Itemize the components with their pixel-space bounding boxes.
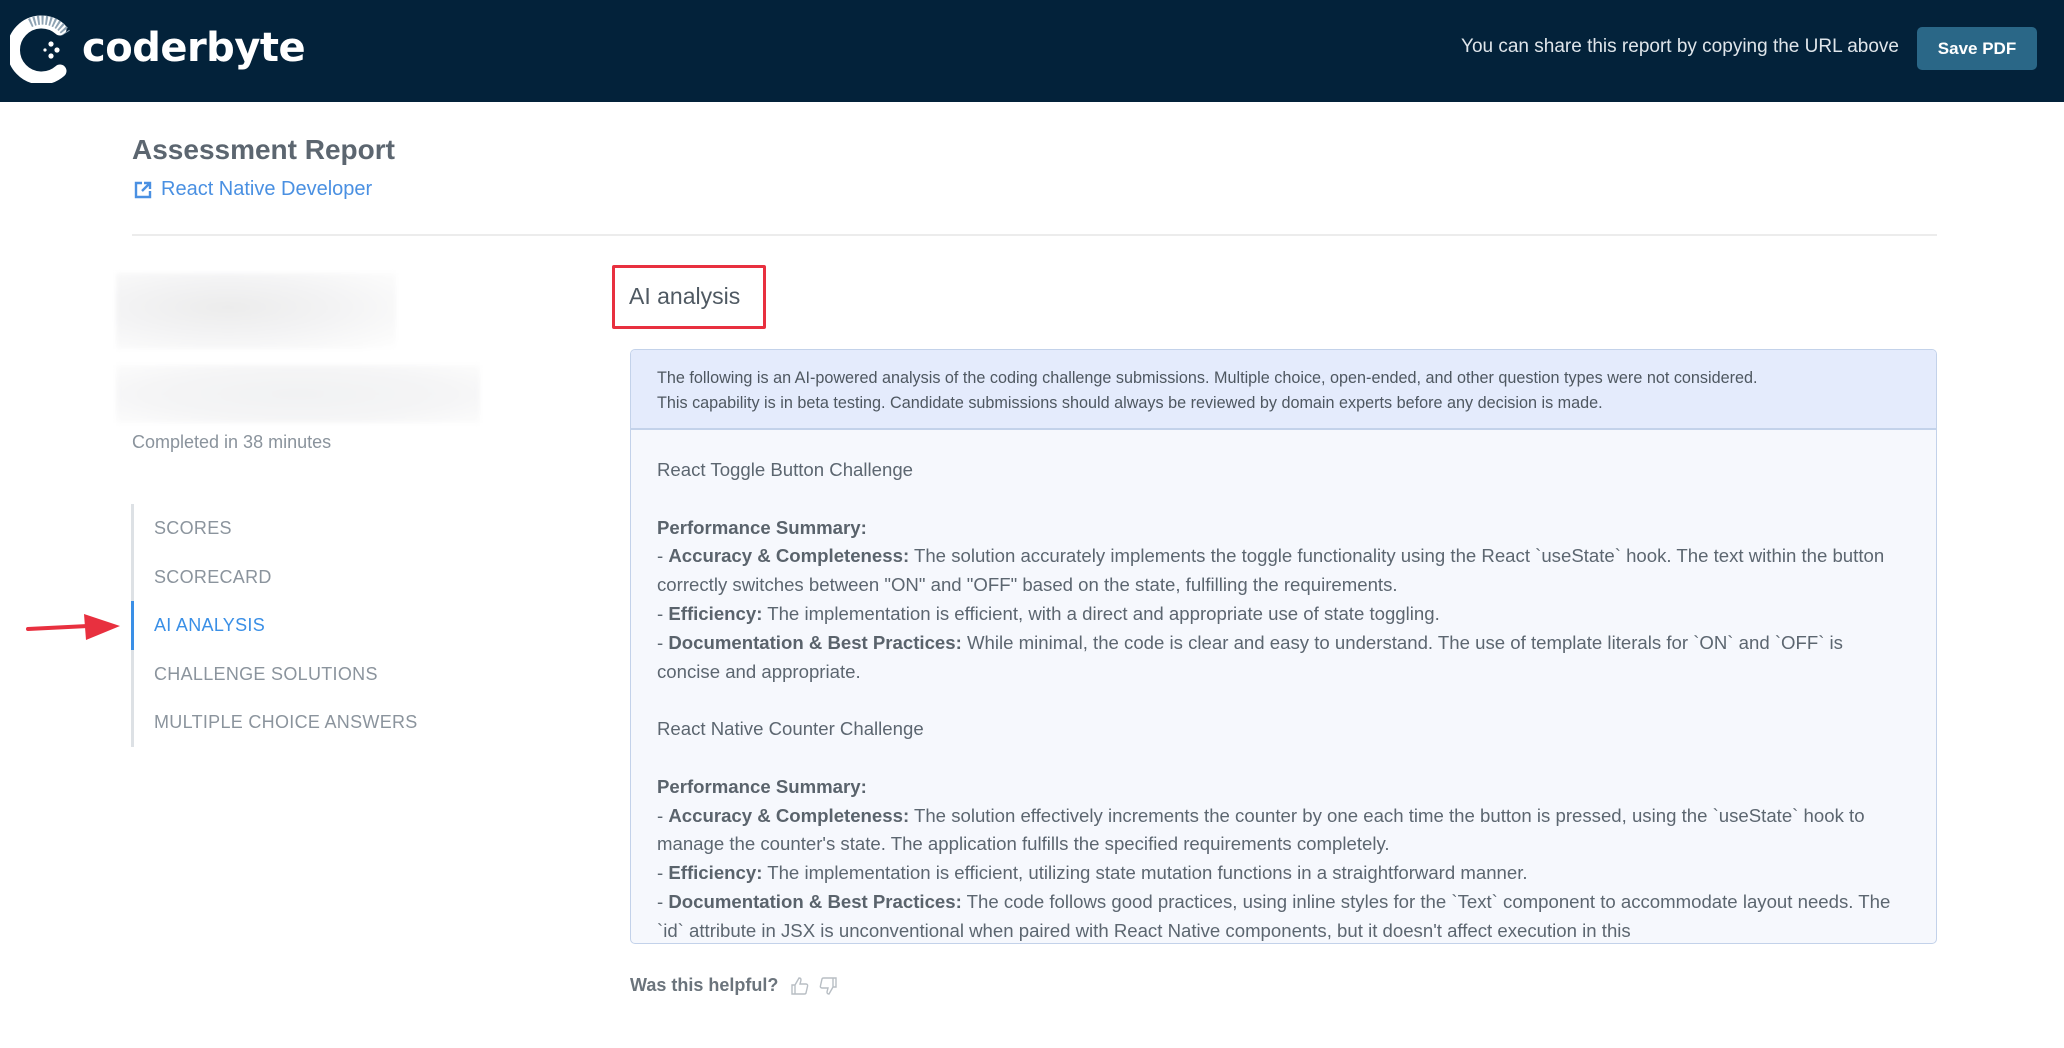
top-navbar [0, 0, 2064, 102]
thumbs-down-icon[interactable] [818, 976, 838, 996]
nav-item-scorecard[interactable]: SCORECARD [154, 566, 272, 587]
feedback-row [630, 975, 838, 996]
nav-item-challenge-solutions[interactable]: CHALLENGE SOLUTIONS [154, 663, 378, 684]
save-pdf-button[interactable]: Save PDF [1917, 27, 2037, 70]
nav-item-ai-analysis[interactable]: AI ANALYSIS [134, 601, 451, 650]
nav-item-multiple-choice-answers[interactable]: MULTIPLE CHOICE ANSWERS [154, 712, 418, 732]
red-arrow-annotation-icon [26, 612, 122, 647]
analysis-point: - Efficiency: The implementation is efficient, utilizing state mutation functions in a straightforward manner. [657, 862, 1528, 884]
ai-analysis-card[interactable] [630, 349, 1937, 944]
coderbyte-logo[interactable] [10, 12, 305, 84]
logo-text: coderbyte [82, 25, 306, 71]
notice-line-1: The following is an AI-powered analysis of the coding challenge submissions. Multiple choice, open-ended, and other question types were not considered. [657, 369, 1758, 387]
analysis-body [631, 430, 1936, 944]
job-link-label: React Native Developer [161, 178, 373, 200]
analysis-point: - Accuracy & Completeness: The solution accurately implements the toggle functionality using the React `useState` hook. The text within the button correctly switches between "ON" and "OFF" based on the state, fulfilling the requirements. [657, 545, 1885, 596]
share-hint: You can share this report by copying the URL above [1461, 36, 1899, 57]
section-title-ai-analysis: AI analysis [629, 283, 741, 309]
summary-label: Performance Summary: [657, 516, 867, 538]
job-link[interactable] [133, 178, 372, 201]
notice-line-2: This capability is in beta testing. Candidate submissions should always be reviewed by domain experts before any decision is made. [657, 394, 1603, 412]
analysis-point: - Documentation & Best Practices: While minimal, the code is clear and easy to understand. The use of template literals for `ON` and `OFF` is concise and appropriate. [657, 631, 1843, 682]
completion-time: Completed in 38 minutes [132, 432, 332, 452]
beta-notice [631, 350, 1936, 430]
analysis-point: - Efficiency: The implementation is efficient, with a direct and appropriate use of state toggling. [657, 602, 1440, 624]
coderbyte-logo-icon [10, 13, 76, 83]
analysis-point: - Accuracy & Completeness: The solution effectively increments the counter by one each time the button is pressed, using the `useState` hook to manage the counter's state. The application fulfills the specified requirements completely. [657, 804, 1865, 855]
candidate-email-redacted [116, 365, 480, 423]
header-divider [132, 234, 1937, 236]
nav-item-scores[interactable]: SCORES [154, 518, 232, 538]
feedback-question: Was this helpful? [630, 975, 779, 995]
challenge-title: React Toggle Button Challenge [657, 459, 914, 480]
analysis-point: - Documentation & Best Practices: The code follows good practices, using inline styles for the `Text` component to accommodate layout needs. The `id` attribute in JSX is unconventional when paired with React Native components, but it doesn't affect execution in this [657, 890, 1891, 941]
thumbs-up-icon[interactable] [790, 976, 810, 996]
candidate-name-redacted [116, 273, 396, 349]
external-link-icon [133, 180, 161, 200]
summary-label: Performance Summary: [657, 775, 867, 797]
challenge-title: React Native Counter Challenge [657, 718, 924, 740]
page-title: Assessment Report [132, 134, 395, 165]
report-section-nav [131, 504, 451, 747]
